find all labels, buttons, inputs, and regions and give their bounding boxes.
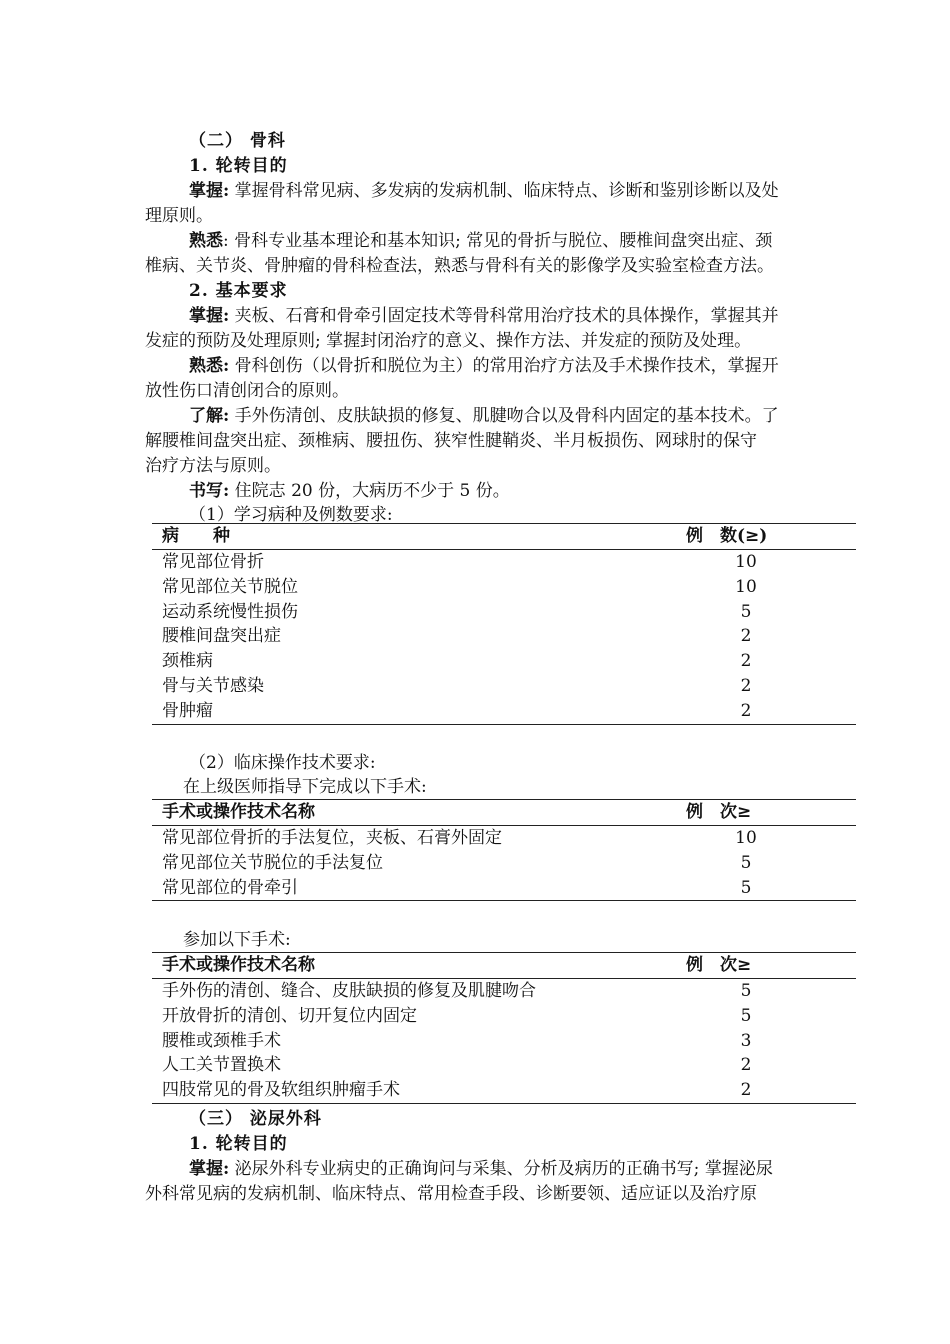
label-master-urology: 掌握: <box>189 1159 230 1179</box>
table-row <box>152 699 856 724</box>
cell-count: 2 <box>740 1055 752 1076</box>
table-header-row <box>152 953 856 979</box>
text-writing: 住院志 20 份，大病历不少于 5 份。 <box>229 481 510 501</box>
cell-count: 3 <box>740 1030 752 1051</box>
cell-name: 骨与关节感染 <box>162 675 264 696</box>
para-master-line2: 理原则。 <box>145 206 213 226</box>
label-master: 掌握: <box>189 181 230 201</box>
para-urology-master-line2: 外科常见病的发病机制、临床特点、常用检查手段、诊断要领、适应证以及治疗原 <box>145 1184 757 1204</box>
cell-name: 四肢常见的骨及软组织肿瘤手术 <box>152 1078 636 1103</box>
table-diseases <box>152 523 856 725</box>
table1-caption: （1）学习病种及例数要求: <box>189 505 393 525</box>
col-header-procedure: 手术或操作技术名称 <box>152 800 636 826</box>
label-familiar: 熟悉 <box>189 231 223 251</box>
table-row <box>152 600 856 625</box>
table-row <box>152 1029 856 1054</box>
text-master-1: 掌握骨科常见病、多发病的发病机制、临床特点、诊断和鉴别诊断以及处 <box>229 181 779 201</box>
section-heading-orthopedics: （二） 骨科 <box>189 131 286 151</box>
section-heading-urology: （三） 泌尿外科 <box>189 1109 322 1129</box>
table-row <box>152 674 856 699</box>
para-writing <box>189 479 510 504</box>
cell-name: 腰椎间盘突出症 <box>162 626 281 647</box>
table-row <box>152 624 856 649</box>
para-master-line1 <box>189 179 849 204</box>
cell-name: 开放骨折的清创、切开复位内固定 <box>162 1005 417 1026</box>
table-row <box>152 979 856 1004</box>
subheading-rotation-goals-urology: 1. 轮转目的 <box>189 1134 288 1154</box>
cell-name: 人工关节置换术 <box>162 1055 281 1076</box>
col-header-count: 例 数(≥) <box>636 524 856 550</box>
col-header-times: 例 次≥ <box>636 800 856 826</box>
table-row <box>152 1004 856 1029</box>
cell-name: 常见部位关节脱位 <box>162 576 298 597</box>
cell-count: 2 <box>740 651 752 672</box>
para-understand-line3: 治疗方法与原则。 <box>145 456 281 476</box>
para-familiar2-line1 <box>189 354 779 379</box>
cell-name: 骨肿瘤 <box>152 699 636 724</box>
para-familiar-line2: 椎病、关节炎、骨肿瘤的骨科检查法，熟悉与骨科有关的影像学及实验室检查方法。 <box>145 256 774 276</box>
text-familiar2-1: 骨科创伤（以骨折和脱位为主）的常用治疗方法及手术操作技术，掌握开 <box>229 356 779 376</box>
label-familiar-2: 熟悉: <box>189 356 230 376</box>
table-row <box>152 575 856 600</box>
table2-caption: （2）临床操作技术要求: <box>189 753 376 773</box>
label-writing: 书写: <box>189 481 230 501</box>
cell-name: 常见部位关节脱位的手法复位 <box>162 852 383 873</box>
cell-name: 常见部位骨折 <box>162 552 264 572</box>
table2-subcaption: 在上级医师指导下完成以下手术: <box>183 777 427 797</box>
cell-count: 5 <box>740 1005 752 1026</box>
para-master2-line1 <box>189 304 779 329</box>
table-row <box>152 550 856 575</box>
cell-name: 运动系统慢性损伤 <box>162 601 298 622</box>
table3-subcaption: 参加以下手术: <box>183 930 291 950</box>
table-header-row <box>152 800 856 826</box>
cell-count: 5 <box>740 852 752 873</box>
cell-count: 5 <box>740 981 752 1001</box>
cell-count: 10 <box>735 576 757 597</box>
table-row <box>152 826 856 851</box>
para-master2-line2: 发症的预防及处理原则; 掌握封闭治疗的意义、操作方法、并发症的预防及处理。 <box>145 331 752 351</box>
table-row <box>152 649 856 674</box>
cell-count: 2 <box>636 1078 856 1103</box>
table-row <box>152 851 856 876</box>
para-familiar2-line2: 放性伤口清创闭合的原则。 <box>145 381 349 401</box>
cell-name: 常见部位骨折的手法复位，夹板、石膏外固定 <box>162 828 502 848</box>
cell-count: 10 <box>735 552 757 572</box>
table-operations-participate <box>152 952 856 1104</box>
cell-count: 2 <box>636 699 856 724</box>
para-familiar-line1 <box>189 229 772 254</box>
cell-name: 颈椎病 <box>162 651 213 672</box>
cell-count: 5 <box>740 601 752 622</box>
cell-count: 10 <box>735 828 757 848</box>
cell-name: 手外伤的清创、缝合、皮肤缺损的修复及肌腱吻合 <box>162 981 536 1001</box>
text-urology-1: 泌尿外科专业病史的正确询问与采集、分析及病历的正确书写; 掌握泌尿 <box>229 1159 773 1179</box>
text-familiar-1: : 骨科专业基本理论和基本知识; 常见的骨折与脱位、腰椎间盘突出症、颈 <box>223 231 773 251</box>
col-header-times: 例 次≥ <box>636 953 856 979</box>
cell-count: 5 <box>636 876 856 901</box>
text-master2-1: 夹板、石膏和骨牵引固定技术等骨科常用治疗技术的具体操作，掌握其并 <box>229 306 779 326</box>
col-header-procedure: 手术或操作技术名称 <box>152 953 636 979</box>
label-master-2: 掌握: <box>189 306 230 326</box>
cell-count: 2 <box>740 675 752 696</box>
col-header-disease: 病 种 <box>152 524 636 550</box>
para-urology-master-line1 <box>189 1157 773 1182</box>
cell-count: 2 <box>740 626 752 647</box>
cell-name: 常见部位的骨牵引 <box>152 876 636 901</box>
label-understand: 了解: <box>189 406 230 426</box>
table-row <box>152 1078 856 1103</box>
subheading-basic-requirements: 2. 基本要求 <box>189 281 288 301</box>
para-understand-line2: 解腰椎间盘突出症、颈椎病、腰扭伤、狭窄性腱鞘炎、半月板损伤、网球肘的保守 <box>145 431 757 451</box>
cell-name: 腰椎或颈椎手术 <box>162 1030 281 1051</box>
table-header-row <box>152 524 856 550</box>
table-row <box>152 1053 856 1078</box>
text-understand-1: 手外伤清创、皮肤缺损的修复、肌腱吻合以及骨科内固定的基本技术。了 <box>229 406 779 426</box>
table-row <box>152 876 856 901</box>
subheading-rotation-goals: 1. 轮转目的 <box>189 156 288 176</box>
table-operations-complete <box>152 799 856 901</box>
para-understand-line1 <box>189 404 779 429</box>
